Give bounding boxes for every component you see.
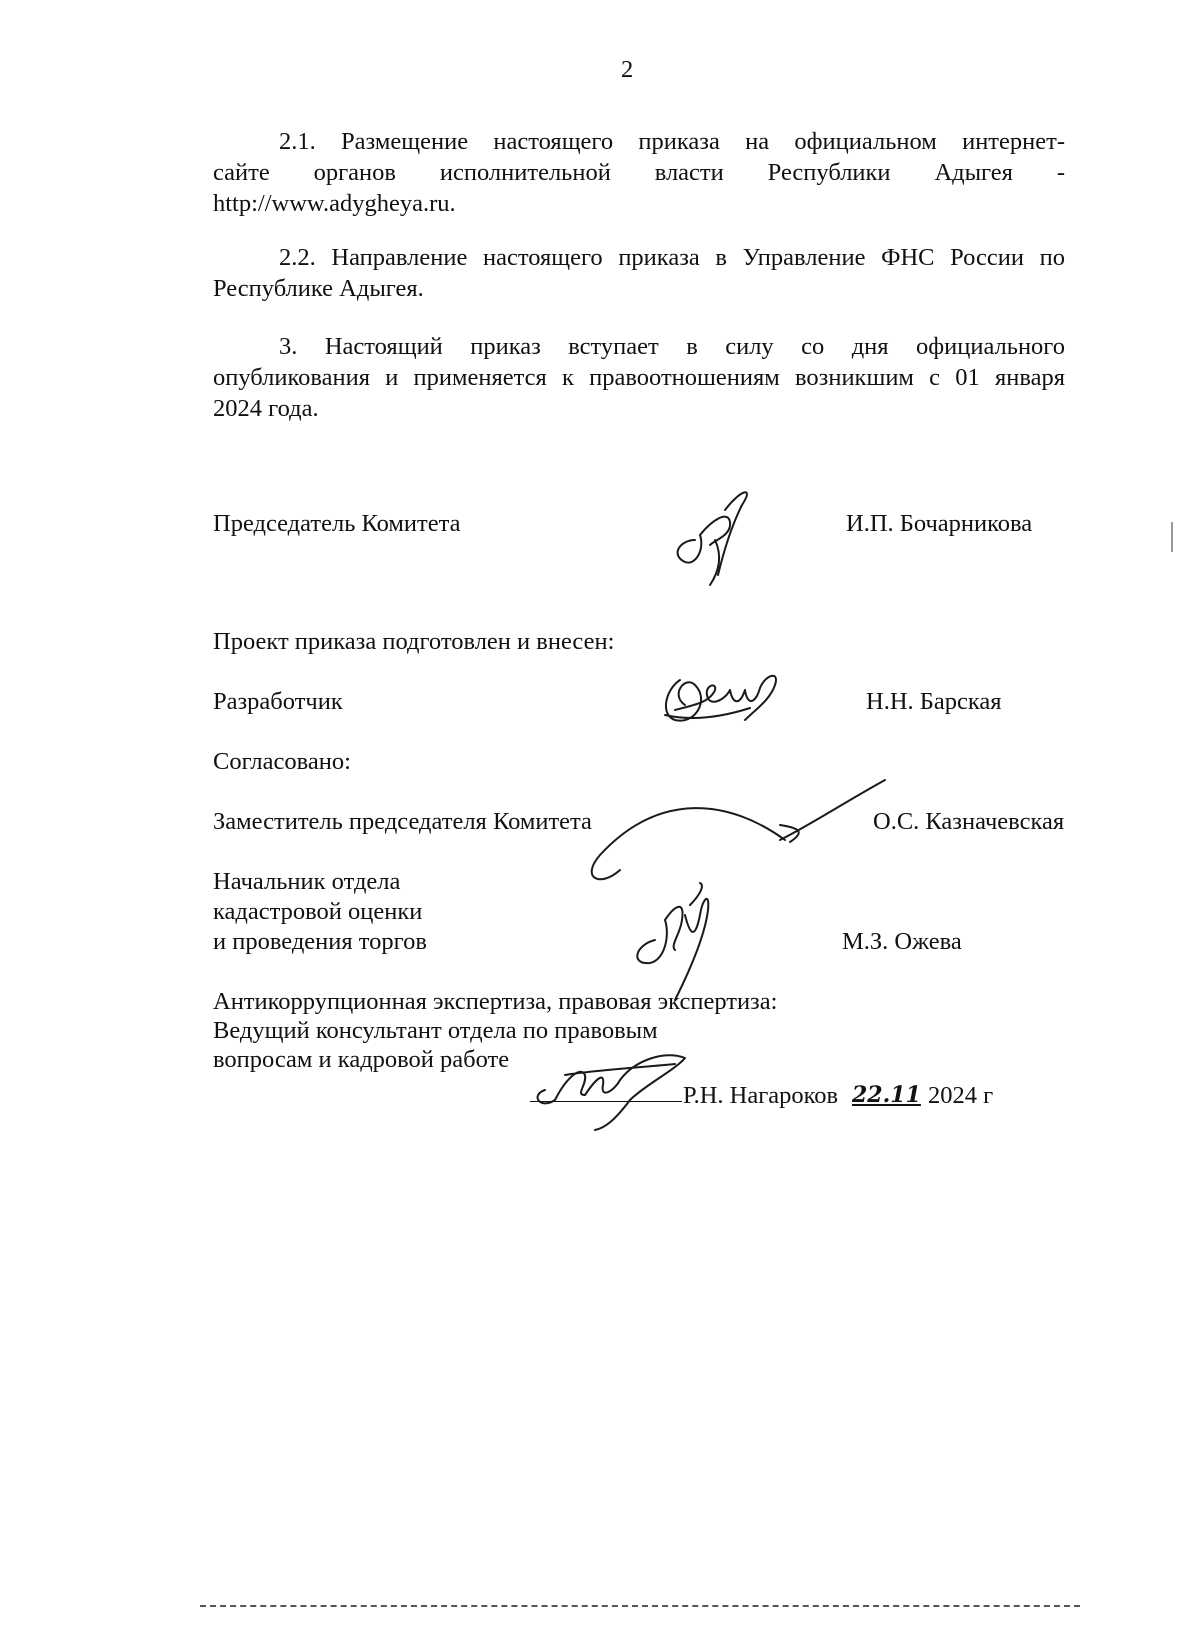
paragraph-2-1 — [213, 126, 1065, 219]
head-name: М.З. Ожева — [842, 928, 962, 955]
agreed-label: Согласовано: — [213, 748, 351, 775]
expertise-label: Антикоррупционная экспертиза, правовая экспертиза: — [213, 988, 778, 1015]
deputy-name: О.С. Казначевская — [873, 808, 1065, 835]
paragraph-2-1-line-2: сайте органов исполнительной власти Республики Адыгея - — [213, 159, 1065, 186]
paragraph-2-2-line-1: 2.2. Направление настоящего приказа в Управление ФНС России по — [279, 244, 1065, 271]
head-title-line-2: кадастровой оценки — [213, 898, 423, 925]
head-title-line-3: и проведения торгов — [213, 928, 427, 955]
paragraph-2-2 — [213, 242, 1065, 304]
deputy-title: Заместитель председателя Комитета — [213, 808, 592, 835]
paragraph-3-line-2: опубликования и применяется к правоотношениям возникшим с 01 января — [213, 364, 1065, 391]
page-number: 2 — [621, 56, 634, 83]
head-title-line-1: Начальник отдела — [213, 868, 401, 895]
chairman-name: И.П. Бочарникова — [846, 510, 1033, 537]
expertise-name: Р.Н. Нагароков — [683, 1082, 839, 1109]
developer-title: Разработчик — [213, 688, 343, 715]
chairman-title: Председатель Комитета — [213, 510, 461, 537]
paragraph-2-1-line-3: http://www.adygheya.ru. — [213, 190, 456, 217]
deputy-signature — [580, 770, 900, 910]
developer-signature — [655, 660, 805, 740]
chairman-signature — [660, 480, 780, 590]
developer-name: Н.Н. Барская — [866, 688, 1002, 715]
expertise-year: 2024 г — [928, 1082, 994, 1109]
scan-mark-right — [1171, 522, 1173, 552]
expertise-title-line-2: вопросам и кадровой работе — [213, 1046, 510, 1073]
expertise-title-line-1: Ведущий консультант отдела по правовым — [213, 1017, 658, 1044]
expertise-signature — [525, 1040, 695, 1130]
paragraph-3-line-1: 3. Настоящий приказ вступает в силу со дня официального — [279, 333, 1065, 360]
paragraph-2-1-line-1: 2.1. Размещение настоящего приказа на официальном интернет- — [279, 128, 1065, 155]
prepared-label: Проект приказа подготовлен и внесен: — [213, 628, 615, 655]
expertise-date-handwritten: 22.11 — [852, 1082, 921, 1108]
paragraph-2-2-line-2: Республике Адыгея. — [213, 275, 424, 302]
paragraph-3 — [213, 331, 1065, 424]
paragraph-3-line-3: 2024 года. — [213, 395, 319, 422]
scan-dashed-line-bottom — [200, 1605, 1080, 1607]
